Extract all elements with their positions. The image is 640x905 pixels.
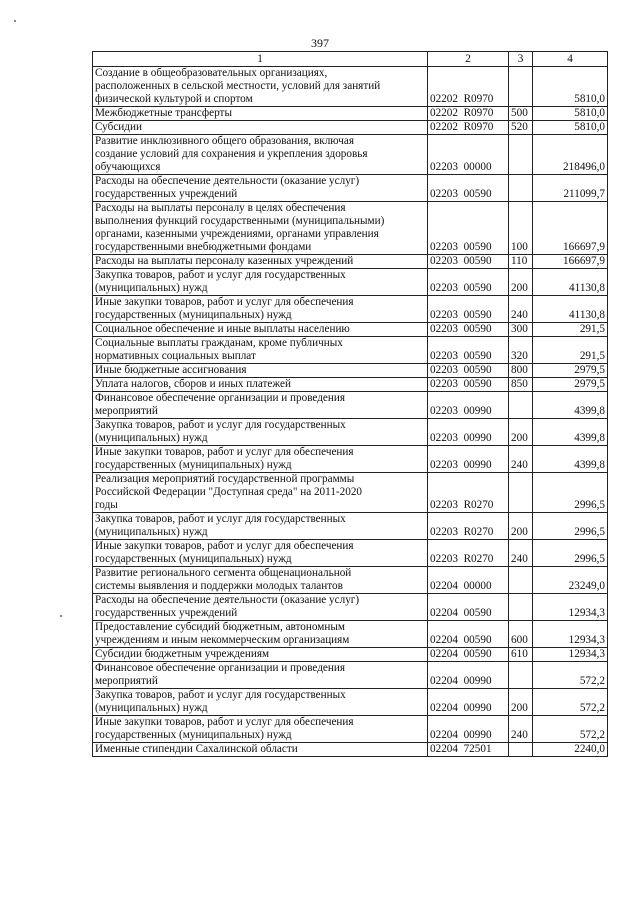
page-number: 397 bbox=[311, 36, 329, 50]
row-sum-cell: 291,5 bbox=[533, 337, 608, 364]
scan-speck bbox=[14, 20, 16, 22]
row-name-cell: Расходы на выплаты персоналу в целях обеспечения выполнения функций государственными (муниципальными) органами, казенными учреждениями, органами управления государственными внебюджетными фондами bbox=[93, 202, 428, 255]
row-code-cell: 02204 00590 bbox=[428, 594, 509, 621]
row-name-cell: Уплата налогов, сборов и иных платежей bbox=[93, 378, 428, 392]
row-code-cell: 02203 00590 bbox=[428, 296, 509, 323]
row-sum-cell: 41130,8 bbox=[533, 269, 608, 296]
row-code-cell: 02204 00590 bbox=[428, 621, 509, 648]
table-row bbox=[93, 540, 608, 567]
row-type-cell: 200 bbox=[509, 269, 533, 296]
table-row bbox=[93, 621, 608, 648]
row-code-cell: 02204 00990 bbox=[428, 716, 509, 743]
table-row bbox=[93, 743, 608, 757]
table-row bbox=[93, 296, 608, 323]
row-type-cell: 240 bbox=[509, 446, 533, 473]
table-row bbox=[93, 175, 608, 202]
row-code-cell: 02203 R0270 bbox=[428, 513, 509, 540]
table-row bbox=[93, 716, 608, 743]
row-code-cell: 02203 00590 bbox=[428, 337, 509, 364]
row-name-cell: Финансовое обеспечение организации и проведения мероприятий bbox=[93, 662, 428, 689]
row-type-cell: 200 bbox=[509, 419, 533, 446]
row-name-cell: Иные закупки товаров, работ и услуг для обеспечения государственных (муниципальных) нужд bbox=[93, 446, 428, 473]
row-type-cell bbox=[509, 473, 533, 513]
row-name-cell: Финансовое обеспечение организации и проведения мероприятий bbox=[93, 392, 428, 419]
row-sum-cell: 166697,9 bbox=[533, 202, 608, 255]
row-code-cell: 02204 00990 bbox=[428, 662, 509, 689]
table-row bbox=[93, 419, 608, 446]
header-col-2: 2 bbox=[428, 52, 509, 67]
row-name-cell: Расходы на обеспечение деятельности (оказание услуг) государственных учреждений bbox=[93, 175, 428, 202]
row-code-cell: 02203 00990 bbox=[428, 446, 509, 473]
row-code-cell: 02203 00990 bbox=[428, 392, 509, 419]
table-row bbox=[93, 337, 608, 364]
table-row bbox=[93, 121, 608, 135]
row-name-cell: Межбюджетные трансферты bbox=[93, 107, 428, 121]
table-row bbox=[93, 135, 608, 175]
header-col-1: 1 bbox=[93, 52, 428, 67]
row-sum-cell: 4399,8 bbox=[533, 419, 608, 446]
row-type-cell: 500 bbox=[509, 107, 533, 121]
table-row bbox=[93, 513, 608, 540]
row-name-cell: Расходы на выплаты персоналу казенных учреждений bbox=[93, 255, 428, 269]
row-sum-cell: 5810,0 bbox=[533, 121, 608, 135]
row-sum-cell: 572,2 bbox=[533, 716, 608, 743]
row-type-cell bbox=[509, 175, 533, 202]
row-type-cell: 240 bbox=[509, 716, 533, 743]
row-sum-cell: 23249,0 bbox=[533, 567, 608, 594]
table-row bbox=[93, 202, 608, 255]
row-code-cell: 02203 00590 bbox=[428, 202, 509, 255]
row-name-cell: Создание в общеобразовательных организациях, расположенных в сельской местности, условий для занятий физической культурой и спортом bbox=[93, 67, 428, 107]
table-row bbox=[93, 473, 608, 513]
header-col-4: 4 bbox=[533, 52, 608, 67]
row-sum-cell: 2979,5 bbox=[533, 364, 608, 378]
row-name-cell: Закупка товаров, работ и услуг для государственных (муниципальных) нужд bbox=[93, 269, 428, 296]
row-code-cell: 02203 00590 bbox=[428, 175, 509, 202]
row-sum-cell: 291,5 bbox=[533, 323, 608, 337]
row-name-cell: Закупка товаров, работ и услуг для государственных (муниципальных) нужд bbox=[93, 689, 428, 716]
row-sum-cell: 572,2 bbox=[533, 689, 608, 716]
row-name-cell: Реализация мероприятий государственной программы Российской Федерации "Доступная среда" на 2011-2020 годы bbox=[93, 473, 428, 513]
row-type-cell: 610 bbox=[509, 648, 533, 662]
row-sum-cell: 218496,0 bbox=[533, 135, 608, 175]
row-code-cell: 02204 00000 bbox=[428, 567, 509, 594]
row-code-cell: 02203 00590 bbox=[428, 323, 509, 337]
row-type-cell: 240 bbox=[509, 540, 533, 567]
table-row bbox=[93, 567, 608, 594]
row-sum-cell: 2240,0 bbox=[533, 743, 608, 757]
table-row bbox=[93, 67, 608, 107]
row-code-cell: 02203 00590 bbox=[428, 269, 509, 296]
row-code-cell: 02203 00590 bbox=[428, 255, 509, 269]
row-name-cell: Закупка товаров, работ и услуг для государственных (муниципальных) нужд bbox=[93, 419, 428, 446]
row-type-cell: 200 bbox=[509, 513, 533, 540]
row-sum-cell: 5810,0 bbox=[533, 67, 608, 107]
table-row bbox=[93, 107, 608, 121]
row-type-cell bbox=[509, 662, 533, 689]
row-type-cell bbox=[509, 567, 533, 594]
table-row bbox=[93, 323, 608, 337]
row-sum-cell: 2996,5 bbox=[533, 513, 608, 540]
row-sum-cell: 4399,8 bbox=[533, 446, 608, 473]
row-sum-cell: 2979,5 bbox=[533, 378, 608, 392]
row-code-cell: 02203 R0270 bbox=[428, 473, 509, 513]
row-name-cell: Именные стипендии Сахалинской области bbox=[93, 743, 428, 757]
row-sum-cell: 12934,3 bbox=[533, 621, 608, 648]
row-type-cell bbox=[509, 594, 533, 621]
row-sum-cell: 2996,5 bbox=[533, 473, 608, 513]
budget-table-body bbox=[93, 52, 608, 757]
row-sum-cell: 2996,5 bbox=[533, 540, 608, 567]
row-code-cell: 02202 R0970 bbox=[428, 107, 509, 121]
row-name-cell: Расходы на обеспечение деятельности (оказание услуг) государственных учреждений bbox=[93, 594, 428, 621]
row-type-cell: 110 bbox=[509, 255, 533, 269]
table-row bbox=[93, 594, 608, 621]
row-sum-cell: 12934,3 bbox=[533, 648, 608, 662]
row-name-cell: Предоставление субсидий бюджетным, автономным учреждениям и иным некоммерческим организациям bbox=[93, 621, 428, 648]
table-row bbox=[93, 648, 608, 662]
row-code-cell: 02203 00990 bbox=[428, 419, 509, 446]
row-code-cell: 02202 R0970 bbox=[428, 67, 509, 107]
row-name-cell: Иные закупки товаров, работ и услуг для обеспечения государственных (муниципальных) нужд bbox=[93, 296, 428, 323]
row-name-cell: Иные закупки товаров, работ и услуг для обеспечения государственных (муниципальных) нужд bbox=[93, 716, 428, 743]
header-col-3: 3 bbox=[509, 52, 533, 67]
table-row bbox=[93, 269, 608, 296]
row-type-cell: 240 bbox=[509, 296, 533, 323]
row-type-cell bbox=[509, 392, 533, 419]
row-type-cell bbox=[509, 135, 533, 175]
row-code-cell: 02203 00590 bbox=[428, 378, 509, 392]
row-sum-cell: 41130,8 bbox=[533, 296, 608, 323]
row-name-cell: Субсидии бюджетным учреждениям bbox=[93, 648, 428, 662]
row-name-cell: Социальное обеспечение и иные выплаты населению bbox=[93, 323, 428, 337]
table-row bbox=[93, 689, 608, 716]
row-name-cell: Закупка товаров, работ и услуг для государственных (муниципальных) нужд bbox=[93, 513, 428, 540]
row-sum-cell: 572,2 bbox=[533, 662, 608, 689]
row-name-cell: Иные закупки товаров, работ и услуг для обеспечения государственных (муниципальных) нужд bbox=[93, 540, 428, 567]
table-row bbox=[93, 662, 608, 689]
row-sum-cell: 211099,7 bbox=[533, 175, 608, 202]
table-header-row bbox=[93, 52, 608, 67]
row-code-cell: 02204 00590 bbox=[428, 648, 509, 662]
row-sum-cell: 166697,9 bbox=[533, 255, 608, 269]
budget-table bbox=[92, 51, 608, 757]
scan-speck bbox=[60, 615, 62, 617]
row-sum-cell: 4399,8 bbox=[533, 392, 608, 419]
row-name-cell: Социальные выплаты гражданам, кроме публичных нормативных социальных выплат bbox=[93, 337, 428, 364]
row-type-cell bbox=[509, 743, 533, 757]
row-sum-cell: 5810,0 bbox=[533, 107, 608, 121]
row-type-cell: 600 bbox=[509, 621, 533, 648]
row-code-cell: 02203 R0270 bbox=[428, 540, 509, 567]
table-row bbox=[93, 446, 608, 473]
row-type-cell: 320 bbox=[509, 337, 533, 364]
table-row bbox=[93, 255, 608, 269]
row-code-cell: 02204 72501 bbox=[428, 743, 509, 757]
row-type-cell: 520 bbox=[509, 121, 533, 135]
row-name-cell: Развитие регионального сегмента общенациональной системы выявления и поддержки молодых талантов bbox=[93, 567, 428, 594]
row-code-cell: 02203 00000 bbox=[428, 135, 509, 175]
row-name-cell: Субсидии bbox=[93, 121, 428, 135]
row-sum-cell: 12934,3 bbox=[533, 594, 608, 621]
row-type-cell: 100 bbox=[509, 202, 533, 255]
row-code-cell: 02204 00990 bbox=[428, 689, 509, 716]
row-code-cell: 02202 R0970 bbox=[428, 121, 509, 135]
row-type-cell: 800 bbox=[509, 364, 533, 378]
row-name-cell: Иные бюджетные ассигнования bbox=[93, 364, 428, 378]
table-row bbox=[93, 378, 608, 392]
table-row bbox=[93, 392, 608, 419]
row-type-cell: 850 bbox=[509, 378, 533, 392]
row-type-cell bbox=[509, 67, 533, 107]
row-code-cell: 02203 00590 bbox=[428, 364, 509, 378]
table-row bbox=[93, 364, 608, 378]
row-name-cell: Развитие инклюзивного общего образования, включая создание условий для сохранения и укрепления здоровья обучающихся bbox=[93, 135, 428, 175]
row-type-cell: 300 bbox=[509, 323, 533, 337]
row-type-cell: 200 bbox=[509, 689, 533, 716]
